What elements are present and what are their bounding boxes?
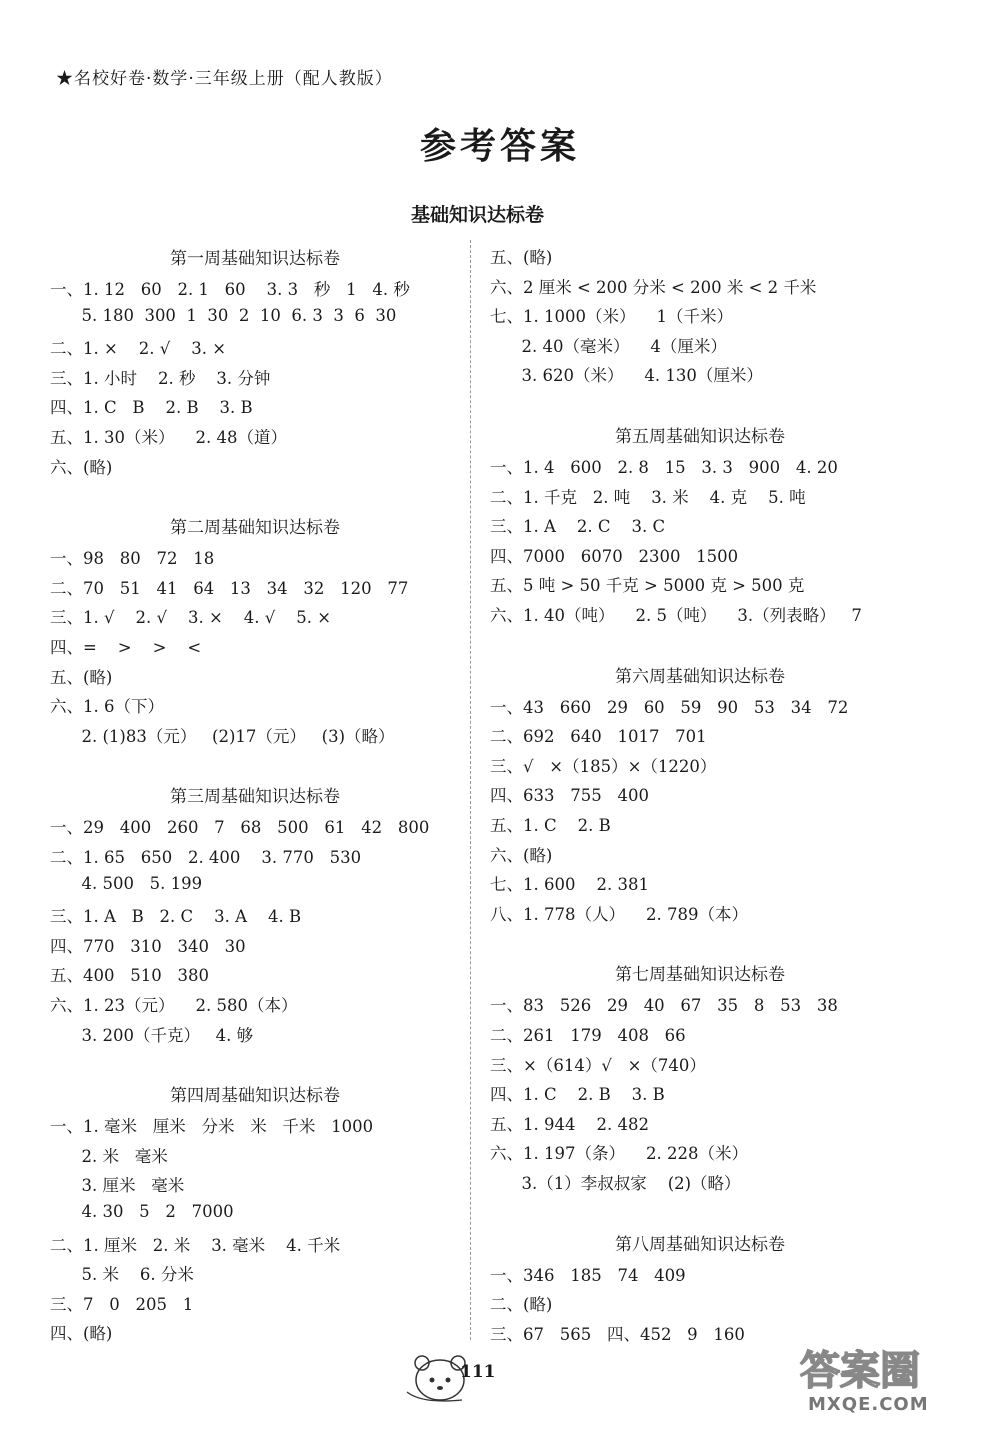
answer-line: 四、770 310 340 30	[50, 936, 246, 956]
section-title: 第八周基础知识达标卷	[615, 1234, 785, 1255]
answer-line: 二、261 179 408 66	[490, 1026, 686, 1045]
answer-line: 六、1. 23（元） 2. 580（本）	[50, 996, 298, 1015]
answer-line: 5. 米 6. 分米	[50, 1265, 194, 1285]
answer-line: 一、43 660 29 60 59 90 53 34 72	[490, 697, 849, 717]
answer-line: 五、1. 944 2. 482	[490, 1114, 649, 1134]
section-title: 第一周基础知识达标卷	[170, 249, 340, 269]
answer-line: 四、= > > <	[50, 638, 202, 657]
answer-line: 五、(略)	[50, 667, 113, 687]
answer-line: 三、1. A 2. C 3. C	[490, 517, 666, 537]
section-title: 第七周基础知识达标卷	[615, 965, 785, 986]
answer-line: 二、(略)	[490, 1295, 553, 1315]
answer-line: 四、1. C 2. B 3. B	[490, 1085, 665, 1105]
answer-line: 六、1. 40（吨） 2. 5（吨） 3.（列表略） 7	[490, 606, 862, 625]
answer-line: 二、1. 65 650 2. 400 3. 770 530	[50, 848, 362, 867]
svg-text:答案圈: 答案圈	[800, 1348, 920, 1394]
section-title: 第六周基础知识达标卷	[615, 666, 785, 687]
answer-line: 五、400 510 380	[50, 966, 209, 986]
answer-line: 2. (1)83（元） (2)17（元） (3)（略）	[50, 726, 395, 746]
answer-line: 5. 180 300 1 30 2 10 6. 3 3 6 30	[50, 305, 397, 325]
section-title: 第五周基础知识达标卷	[615, 427, 785, 447]
answer-line: 六、2 厘米 < 200 分米 < 200 米 < 2 千米	[490, 277, 817, 297]
answer-line: 二、1. 厘米 2. 米 3. 毫米 4. 千米	[50, 1235, 341, 1255]
answer-line: 一、1. 12 60 2. 1 60 3. 3 秒 1 4. 秒	[50, 280, 410, 299]
answer-line: 一、98 80 72 18	[50, 549, 215, 569]
answer-line: 三、1. √ 2. √ 3. × 4. √ 5. ×	[50, 608, 332, 628]
answer-line: 三、7 0 205 1	[50, 1294, 194, 1314]
answer-line: 五、1. C 2. B	[490, 816, 611, 835]
answer-line: 二、70 51 41 64 13 34 32 120 77	[50, 578, 409, 598]
answer-line: 四、1. C B 2. B 3. B	[50, 398, 253, 418]
answer-line: 4. 30 5 2 7000	[50, 1202, 234, 1221]
page-title: 参考答案	[419, 125, 580, 167]
answer-line: 二、1. 千克 2. 吨 3. 米 4. 克 5. 吨	[490, 487, 806, 507]
answer-line: 2. 米 毫米	[50, 1146, 168, 1166]
answer-line: 四、(略)	[50, 1324, 113, 1344]
answer-line: 八、1. 778（人） 2. 789（本）	[490, 904, 748, 924]
answer-line: 4. 500 5. 199	[50, 873, 203, 893]
answer-line: 一、83 526 29 40 67 35 8 53 38	[490, 996, 838, 1016]
section-title: 第四周基础知识达标卷	[170, 1086, 340, 1107]
answer-line: 3. 厘米 毫米	[50, 1176, 185, 1196]
answer-line: 六、1. 6（下）	[50, 697, 164, 717]
page-header: ★名校好卷·数学·三年级上册（配人教版）	[56, 69, 393, 89]
mascot-icon	[402, 1350, 512, 1406]
answer-line: 3.（1）李叔叔家 (2)（略）	[490, 1174, 741, 1193]
answer-line: 三、1. 小时 2. 秒 3. 分钟	[50, 368, 271, 388]
answer-line: 2. 40（毫米） 4（厘米）	[490, 336, 727, 356]
answer-line: 一、1. 4 600 2. 8 15 3. 3 900 4. 20	[490, 458, 838, 477]
answer-line: 一、1. 毫米 厘米 分米 米 千米 1000	[50, 1117, 374, 1137]
section-subtitle: 基础知识达标卷	[410, 204, 544, 226]
answer-line: 七、1. 600 2. 381	[490, 875, 649, 895]
answer-line: 六、(略)	[490, 845, 553, 865]
answer-line: 四、7000 6070 2300 1500	[490, 546, 739, 566]
answer-line: 七、1. 1000（米） 1（千米）	[490, 307, 733, 327]
column-divider	[470, 240, 471, 1340]
answer-line: 3. 620（米） 4. 130（厘米）	[490, 366, 763, 386]
answer-line: 五、1. 30（米） 2. 48（道）	[50, 428, 287, 447]
answer-line: 五、5 吨 > 50 千克 > 5000 克 > 500 克	[490, 576, 805, 596]
answer-line: 二、1. × 2. √ 3. ×	[50, 339, 227, 359]
answer-line: 六、1. 197（条） 2. 228（米）	[490, 1144, 748, 1164]
answer-line: 一、346 185 74 409	[490, 1265, 686, 1285]
answer-line: 二、692 640 1017 701	[490, 727, 707, 747]
section-title: 第二周基础知识达标卷	[170, 518, 340, 539]
section-title: 第三周基础知识达标卷	[170, 787, 340, 808]
answer-line: 三、×（614）√ ×（740）	[490, 1055, 706, 1075]
watermark-url: MXQE.COM	[808, 1394, 929, 1415]
answer-line: 三、√ ×（185）×（1220）	[490, 756, 717, 776]
answer-line: 三、67 565 四、452 9 160	[490, 1324, 745, 1344]
page-number: 111	[460, 1362, 496, 1382]
answer-line: 三、1. A B 2. C 3. A 4. B	[50, 907, 302, 927]
answer-line: 3. 200（千克） 4. 够	[50, 1025, 254, 1045]
answer-line: 一、29 400 260 7 68 500 61 42 800	[50, 818, 430, 838]
answer-line: 六、(略)	[50, 457, 113, 477]
answer-line: 四、633 755 400	[490, 786, 649, 806]
answer-line: 五、(略)	[490, 248, 553, 267]
